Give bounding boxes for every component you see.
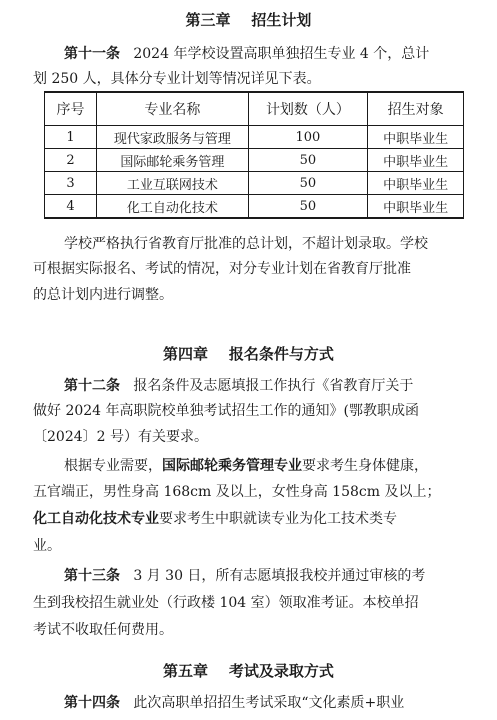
header-major: 专业名称 (97, 92, 249, 126)
article-12-line-1 (64, 377, 413, 395)
article-11-line-1 (64, 45, 429, 63)
cell-major: 化工自动化技术 (97, 195, 249, 219)
header-target: 招生对象 (368, 92, 464, 126)
cell-quota: 50 (248, 195, 368, 219)
cell-target: 中职毕业生 (368, 195, 464, 219)
plan-note-line-2: 可根据实际报名、考试的情况，对分专业计划在省教育厅批准 (33, 261, 411, 277)
requirements-line-4: 业。 (33, 538, 61, 554)
article-13-line-1 (64, 567, 425, 585)
table-row (45, 195, 464, 219)
requirements-line-1 (64, 457, 428, 475)
requirements-line-2: 五官端正，男性身高 168cm 及以上，女性身高 158cm 及以上； (33, 484, 441, 500)
cell-target: 中职毕业生 (368, 172, 464, 195)
requirements-line-3-text: 要求考生中职就读专业为化工技术类专 (159, 511, 397, 527)
chemical-major-emphasis: 化工自动化技术专业 (33, 511, 159, 527)
article-12-line-3: 〔2024〕2 号）有关要求。 (33, 429, 208, 445)
enrollment-plan-table (44, 91, 464, 219)
cell-quota: 50 (248, 172, 368, 195)
plan-note-line-3: 的总计划内进行调整。 (33, 287, 173, 303)
cell-major: 现代家政服务与管理 (97, 126, 249, 149)
chapter-4-title: 第四章 报名条件与方式 (163, 345, 334, 363)
cell-quota: 100 (248, 126, 368, 149)
requirements-line-3 (33, 510, 397, 528)
header-quota: 计划数（人） (248, 92, 368, 126)
article-14-line-1 (64, 694, 404, 712)
cell-seq: 1 (45, 126, 97, 149)
requirements-post: 要求考生身体健康， (302, 458, 428, 474)
article-13-line-3: 考试不收取任何费用。 (33, 622, 173, 638)
cell-seq: 3 (45, 172, 97, 195)
table-header-row (45, 92, 464, 126)
article-14-text-1: 此次高职单招招生考试采取“文化素质+职业 (133, 695, 405, 711)
article-11-line-2: 划 250 人，具体分专业计划等情况详见下表。 (33, 71, 321, 87)
table-row (45, 149, 464, 172)
requirements-pre: 根据专业需要， (64, 458, 162, 474)
cell-target: 中职毕业生 (368, 126, 464, 149)
cell-major: 工业互联网技术 (97, 172, 249, 195)
article-13-text-1: 3 月 30 日，所有志愿填报我校并通过审核的考 (133, 568, 426, 584)
cell-seq: 4 (45, 195, 97, 219)
article-12-text-1: 报名条件及志愿填报工作执行《省教育厅关于 (133, 378, 414, 394)
article-11-text-1: 2024 年学校设置高职单独招生专业 4 个，总计 (133, 46, 430, 62)
cell-major: 国际邮轮乘务管理 (97, 149, 249, 172)
chapter-5-title: 第五章 考试及录取方式 (163, 662, 334, 680)
table-row (45, 126, 464, 149)
table-row (45, 172, 464, 195)
cell-quota: 50 (248, 149, 368, 172)
article-14-label: 第十四条 (64, 695, 120, 711)
article-11-label: 第十一条 (64, 46, 120, 62)
article-12-line-2: 做好 2024 年高职院校单独考试招生工作的通知》(鄂教职成函 (33, 403, 419, 419)
article-13-label: 第十三条 (64, 568, 120, 584)
cruise-major-emphasis: 国际邮轮乘务管理专业 (162, 458, 302, 474)
chapter-3-title: 第三章 招生计划 (185, 11, 312, 29)
cell-target: 中职毕业生 (368, 149, 464, 172)
article-12-label: 第十二条 (64, 378, 120, 394)
cell-seq: 2 (45, 149, 97, 172)
plan-note-line-1: 学校严格执行省教育厅批准的总计划，不超计划录取。学校 (64, 236, 428, 252)
article-13-line-2: 生到我校招生就业处（行政楼 104 室）领取准考证。本校单招 (33, 595, 419, 611)
header-seq: 序号 (45, 92, 97, 126)
